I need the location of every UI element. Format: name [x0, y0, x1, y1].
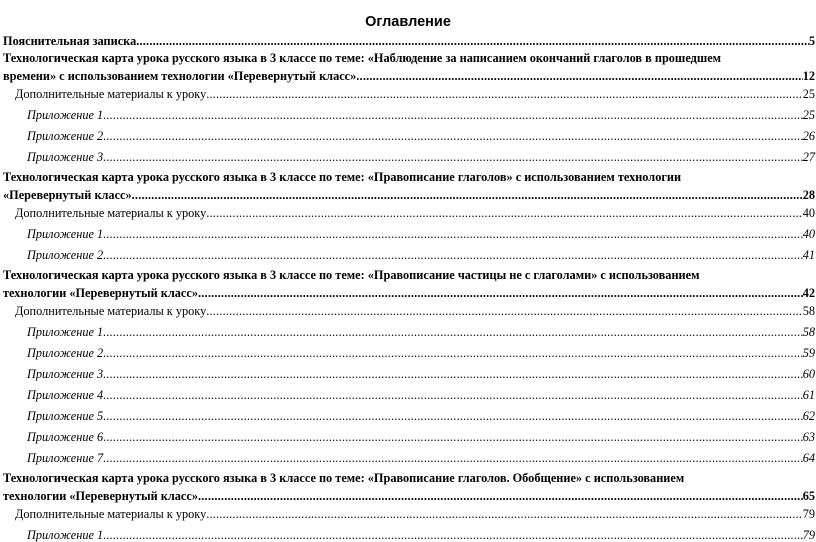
toc-leader-dots	[198, 287, 803, 300]
toc-leader-dots	[103, 410, 803, 423]
toc-page-number: 64	[802, 451, 815, 465]
toc-leader-dots	[356, 70, 802, 83]
toc-page-number: 27	[802, 150, 815, 164]
toc-page-number: 25	[802, 108, 815, 122]
toc-entry-appendix[interactable]	[27, 228, 815, 241]
toc-entry-title: Приложение 1	[27, 108, 104, 122]
toc-entry-appendix[interactable]	[27, 151, 815, 164]
toc-leader-dots	[103, 109, 803, 122]
toc-entry-title-line1: Технологическая карта урока русского языка в 3 классе по теме: «Правописание глаголов. Обобщение» с использованием	[3, 471, 685, 485]
toc-entry-appendix[interactable]	[27, 368, 815, 381]
toc-page-number: 58	[802, 304, 815, 318]
toc-entry-title: Приложение 7	[27, 451, 104, 465]
toc-entry-lesson-3[interactable]	[3, 269, 815, 300]
toc-entry-title-line2: «Перевернутый класс»	[3, 188, 132, 202]
toc-page-number: 25	[802, 87, 815, 101]
toc-entry-title: Приложение 4	[27, 388, 104, 402]
table-of-contents	[0, 35, 816, 542]
toc-page-number: 40	[802, 227, 815, 241]
toc-entry-explanatory-note[interactable]	[3, 35, 815, 48]
toc-entry-title-line2: времени» с использованием технологии «Перевернутый класс»	[3, 69, 357, 83]
toc-page-number: 60	[802, 367, 815, 381]
toc-page-number: 41	[802, 248, 815, 262]
toc-page-number: 42	[802, 286, 815, 300]
toc-leader-dots	[103, 452, 803, 465]
toc-leader-dots	[206, 305, 802, 318]
toc-page-number: 61	[802, 388, 815, 402]
toc-page-number: 79	[802, 507, 815, 521]
toc-heading: Оглавление	[365, 14, 451, 30]
toc-entry-materials[interactable]	[15, 88, 815, 101]
toc-leader-dots	[206, 88, 802, 101]
toc-entry-title: Приложение 6	[27, 430, 104, 444]
toc-leader-dots	[103, 228, 803, 241]
toc-entry-title-line1: Технологическая карта урока русского языка в 3 классе по теме: «Правописание частицы не с глаголами» с использованием	[3, 268, 700, 282]
toc-page-number: 59	[802, 346, 815, 360]
toc-entry-title: Дополнительные материалы к уроку	[15, 304, 207, 318]
toc-page-number: 12	[802, 69, 815, 83]
toc-entry-appendix[interactable]	[27, 452, 815, 465]
toc-page-number: 62	[802, 409, 815, 423]
toc-page-number: 40	[802, 206, 815, 220]
toc-page-number: 5	[808, 34, 815, 48]
toc-entry-title: Приложение 2	[27, 129, 104, 143]
toc-entry-title: Приложение 3	[27, 150, 104, 164]
toc-page-number: 65	[802, 489, 815, 503]
toc-entry-title: Приложение 2	[27, 346, 104, 360]
toc-entry-title-line1: Технологическая карта урока русского языка в 3 классе по теме: «Наблюдение за написанием окончаний глаголов в прошедшем	[3, 51, 722, 65]
toc-entry-title: Дополнительные материалы к уроку	[15, 87, 207, 101]
toc-leader-dots	[206, 508, 802, 521]
toc-entry-title-line2: технологии «Перевернутый класс»	[3, 286, 198, 300]
toc-leader-dots	[103, 368, 803, 381]
toc-page-number: 58	[802, 325, 815, 339]
toc-entry-materials[interactable]	[15, 207, 815, 220]
toc-leader-dots	[103, 326, 803, 339]
toc-entry-materials[interactable]	[15, 305, 815, 318]
toc-entry-lesson-1[interactable]	[3, 52, 815, 83]
toc-entry-lesson-4[interactable]	[3, 472, 815, 503]
toc-entry-title: Приложение 1	[27, 528, 104, 542]
toc-leader-dots	[206, 207, 802, 220]
toc-leader-dots	[103, 130, 803, 143]
toc-leader-dots	[136, 35, 809, 48]
toc-leader-dots	[103, 151, 803, 164]
toc-leader-dots	[103, 529, 803, 542]
toc-entry-title: Дополнительные материалы к уроку	[15, 507, 207, 521]
toc-entry-appendix[interactable]	[27, 431, 815, 444]
toc-page-number: 28	[802, 188, 815, 202]
toc-entry-title-line2: технологии «Перевернутый класс»	[3, 489, 198, 503]
toc-leader-dots	[132, 189, 803, 202]
toc-entry-title: Приложение 2	[27, 248, 104, 262]
toc-entry-title: Дополнительные материалы к уроку	[15, 206, 207, 220]
toc-entry-title: Приложение 1	[27, 227, 104, 241]
toc-entry-appendix[interactable]	[27, 326, 815, 339]
toc-entry-title-line1: Технологическая карта урока русского языка в 3 классе по теме: «Правописание глаголов» с использованием технологии	[3, 170, 682, 184]
toc-page-number: 26	[802, 129, 815, 143]
toc-entry-lesson-2[interactable]	[3, 171, 815, 202]
toc-entry-appendix[interactable]	[27, 347, 815, 360]
toc-entry-appendix[interactable]	[27, 249, 815, 262]
toc-page-number: 63	[802, 430, 815, 444]
toc-entry-title: Приложение 3	[27, 367, 104, 381]
toc-entry-appendix[interactable]	[27, 529, 815, 542]
toc-entry-materials[interactable]	[15, 508, 815, 521]
toc-leader-dots	[103, 347, 803, 360]
toc-leader-dots	[103, 249, 803, 262]
toc-entry-appendix[interactable]	[27, 109, 815, 122]
toc-leader-dots	[103, 389, 803, 402]
toc-page-number: 79	[802, 528, 815, 542]
toc-entry-title: Приложение 1	[27, 325, 104, 339]
toc-leader-dots	[103, 431, 803, 444]
toc-leader-dots	[198, 490, 803, 503]
toc-entry-appendix[interactable]	[27, 389, 815, 402]
toc-entry-title: Приложение 5	[27, 409, 104, 423]
toc-entry-appendix[interactable]	[27, 130, 815, 143]
toc-entry-title: Пояснительная записка	[3, 34, 137, 48]
toc-entry-appendix[interactable]	[27, 410, 815, 423]
